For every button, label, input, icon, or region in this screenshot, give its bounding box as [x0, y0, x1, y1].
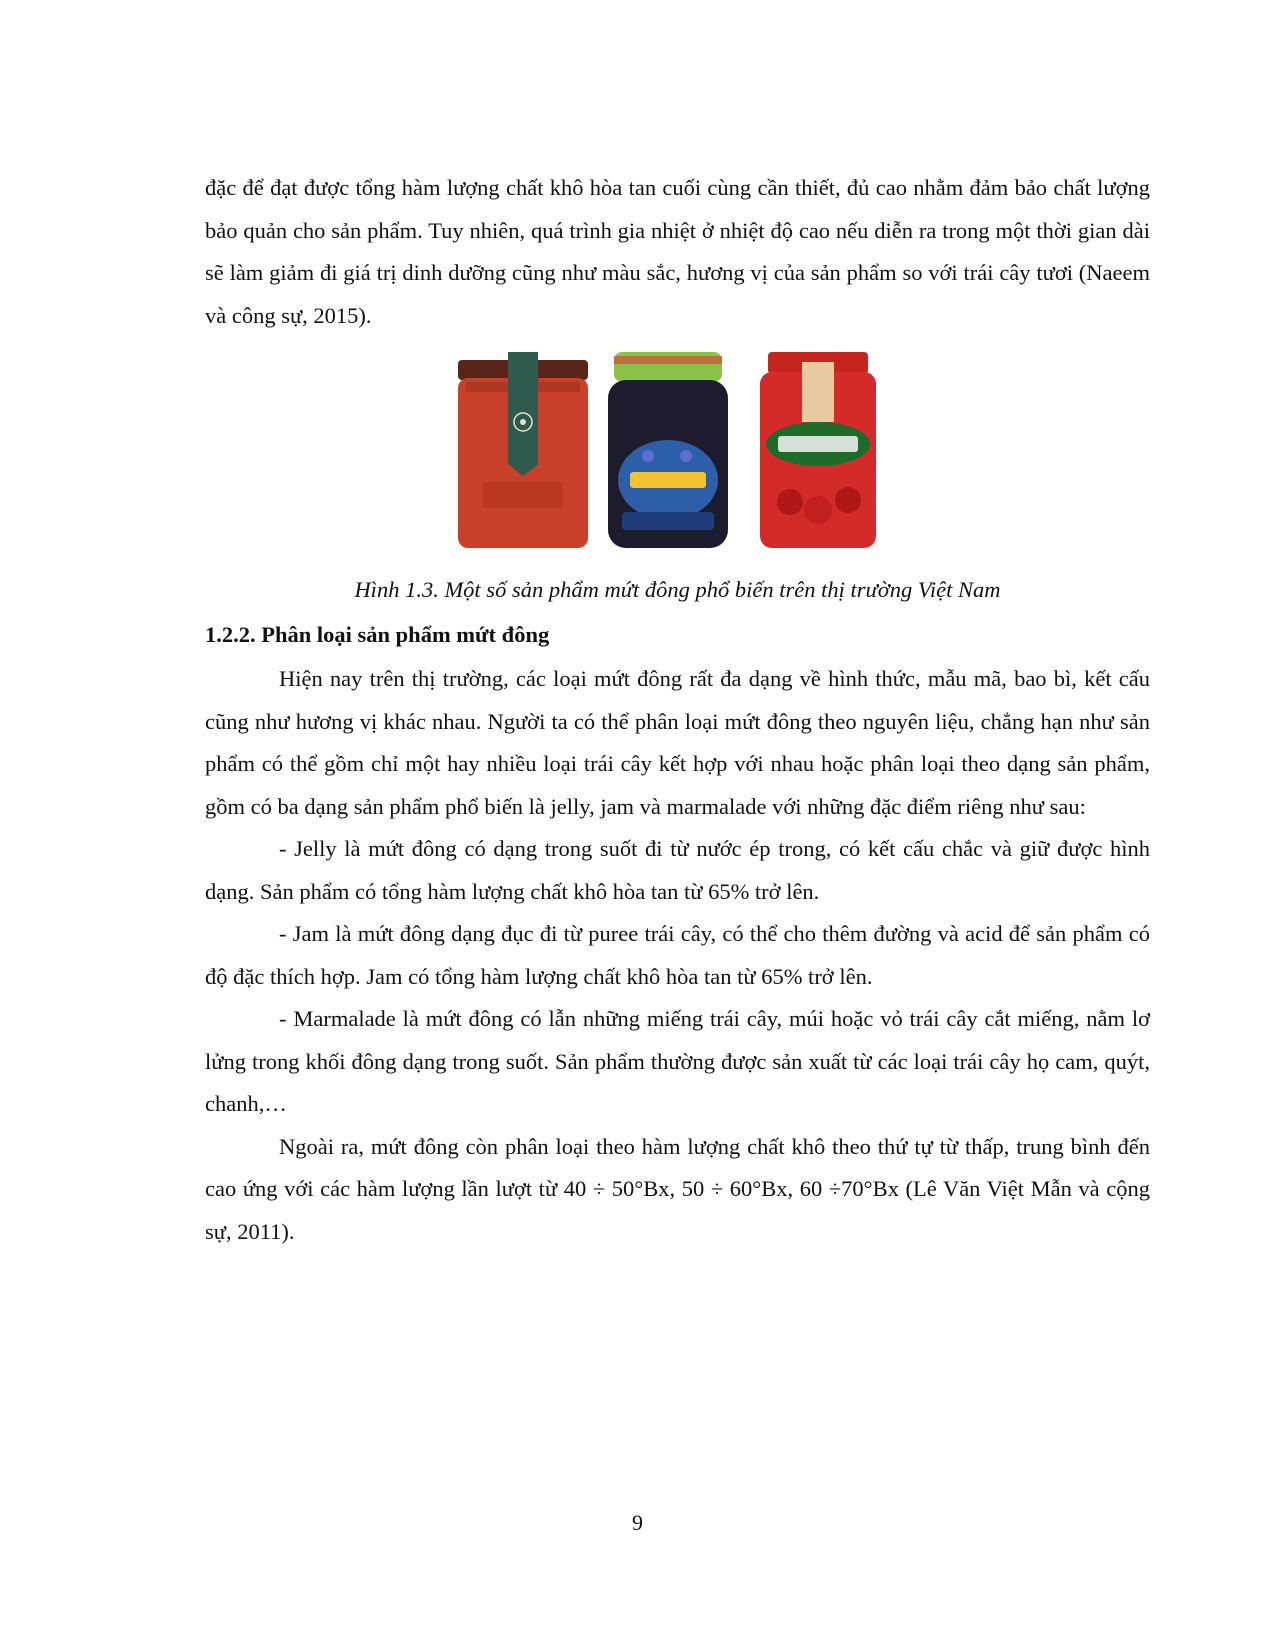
- intro-paragraph: đặc để đạt được tổng hàm lượng chất khô hòa tan cuối cùng cần thiết, đủ cao nhằm đảm bảo chất lượng bảo quản cho sản phẩm. Tuy nhiên, quá trình gia nhiệt ở nhiệt độ cao nếu diễn ra trong một thời gian dài sẽ làm giảm đi giá trị dinh dưỡng cũng như màu sắc, hương vị của sản phẩm so với trái cây tươi (Naeem và công sự, 2015).: [205, 175, 1150, 328]
- section-body: [205, 658, 1150, 1253]
- jam-products-figure: [458, 352, 896, 557]
- jelly-paragraph: - Jelly là mứt đông có dạng trong suốt đi từ nước ép trong, có kết cấu chắc và giữ được hình dạng. Sản phẩm có tổng hàm lượng chất khô hòa tan từ 65% trở lên.: [205, 836, 1150, 904]
- brix-paragraph: Ngoài ra, mứt đông còn phân loại theo hàm lượng chất khô theo thứ tự từ thấp, trung bình đến cao ứng với các hàm lượng lần lượt từ 40 ÷ 50°Bx, 50 ÷ 60°Bx, 60 ÷70°Bx (Lê Văn Việt Mẫn và cộng sự, 2011).: [205, 1133, 1150, 1244]
- figure-caption: Hình 1.3. Một số sản phẩm mứt đông phổ biến trên thị trường Việt Nam: [354, 577, 1001, 602]
- jam-jars-image: [458, 352, 896, 557]
- golden-farm-jar-image: [608, 352, 728, 548]
- lefruit-jar-image: [458, 352, 588, 548]
- page-number: 9: [632, 1510, 643, 1535]
- body-paragraph: Hiện nay trên thị trường, các loại mứt đông rất đa dạng về hình thức, mẫu mã, bao bì, kết cấu cũng như hương vị khác nhau. Người ta có thể phân loại mứt đông theo nguyên liệu, chẳng hạn như sản phẩm có thể gồm chỉ một hay nhiều loại trái cây kết hợp với nhau hoặc phân loại theo dạng sản phẩm, gồm có ba dạng sản phẩm phổ biến là jelly, jam và marmalade với những đặc điểm riêng như sau:: [205, 666, 1150, 819]
- intro-text-block: [205, 167, 1150, 337]
- section-heading: 1.2.2. Phân loại sản phẩm mứt đông: [205, 622, 550, 647]
- marmalade-paragraph: - Marmalade là mứt đông có lẫn những miếng trái cây, múi hoặc vỏ trái cây cắt miếng, nằm lơ lửng trong khối đông dạng trong suốt. Sản phẩm thường được sản xuất từ các loại trái cây họ cam, quýt, chanh,…: [205, 1006, 1150, 1116]
- lafresh-jar-image: [760, 352, 876, 548]
- jam-paragraph: - Jam là mứt đông dạng đục đi từ puree trái cây, có thể cho thêm đường và acid để sản phẩm có độ đặc thích hợp. Jam có tổng hàm lượng chất khô hòa tan từ 65% trở lên.: [205, 921, 1150, 989]
